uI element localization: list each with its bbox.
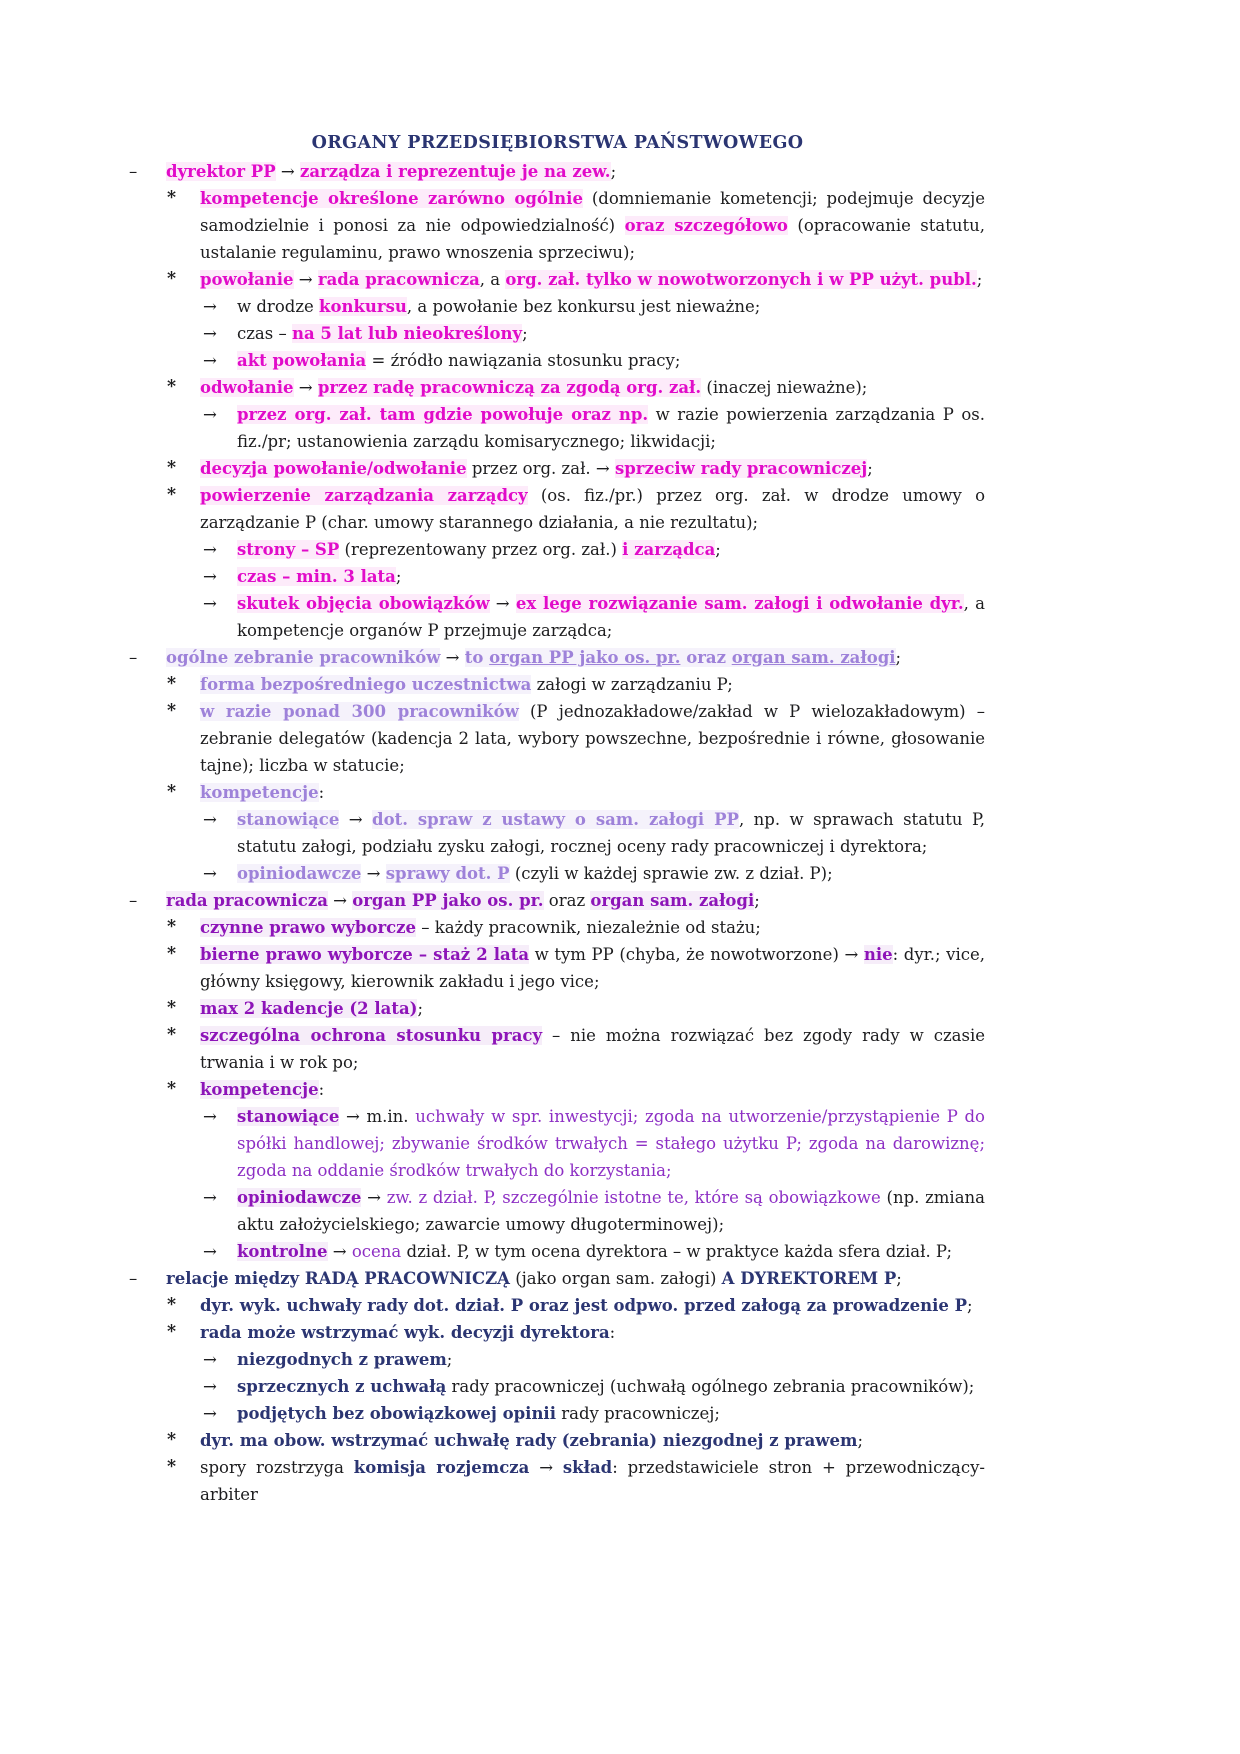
star-bullet-icon: *: [167, 1079, 177, 1099]
document-line: [167, 779, 985, 806]
text-run: przez org. zał. →: [466, 459, 615, 478]
text-run: ;: [446, 1350, 453, 1369]
text-run: rady pracowniczej;: [555, 1404, 720, 1423]
text-run: →: [293, 270, 318, 289]
text-run: stanowiące: [237, 810, 340, 829]
document-line: [167, 671, 985, 698]
text-run: sprzecznych z uchwałą: [237, 1377, 447, 1396]
text-run: strony – SP: [237, 540, 340, 559]
arrow-bullet-icon: →: [203, 405, 217, 424]
text-run: odwołanie: [200, 378, 294, 397]
document-line: [129, 887, 985, 914]
document-body: [0, 158, 1240, 1508]
text-run: ;: [967, 1296, 973, 1315]
text-run: ;: [715, 540, 721, 559]
document-line: [167, 941, 985, 995]
document-line: [167, 698, 985, 779]
text-run: w razie ponad 300 pracowników: [200, 702, 519, 721]
star-bullet-icon: *: [167, 701, 177, 721]
text-run: przez org. zał. tam gdzie powołuje oraz np.: [237, 405, 649, 424]
arrow-bullet-icon: →: [203, 1188, 217, 1207]
text-run: zw. z dział. P, szczególnie istotne te, które są obowiązkowe: [386, 1188, 881, 1207]
text-run: organ sam. załogi: [590, 891, 755, 910]
document-line: [203, 401, 985, 455]
text-run: : przedstawiciele stron + przewodniczący-arbiter: [200, 1458, 985, 1504]
text-run: →: [293, 378, 318, 397]
dash-bullet-icon: –: [129, 1269, 138, 1288]
document-line: [167, 914, 985, 941]
arrow-bullet-icon: →: [203, 1350, 217, 1369]
text-run: →: [361, 1188, 387, 1207]
text-run: :: [318, 1080, 325, 1099]
document-line: [129, 1265, 985, 1292]
page-title: ORGANY PRZEDSIĘBIORSTWA PAŃSTWOWEGO: [311, 133, 804, 153]
arrow-bullet-icon: →: [203, 297, 217, 316]
text-run: (reprezentowany przez org. zał.): [339, 540, 623, 559]
text-run: ocena: [351, 1242, 402, 1261]
text-run: czas –: [237, 324, 292, 343]
document-line: [167, 1022, 985, 1076]
star-bullet-icon: *: [167, 377, 177, 397]
text-run: skład: [562, 1458, 613, 1477]
arrow-bullet-icon: →: [203, 1377, 217, 1396]
text-run: forma bezpośredniego uczestnictwa: [200, 675, 532, 694]
text-run: = źródło nawiązania stosunku pracy;: [366, 351, 681, 370]
star-bullet-icon: *: [167, 269, 177, 289]
text-run: max 2 kadencje (2 lata): [200, 999, 418, 1018]
document-line: [203, 293, 985, 320]
text-run: : dyr.; vice, główny księgowy, kierownik zakładu i jego vice;: [200, 945, 985, 991]
document-line: [167, 455, 985, 482]
text-run: , a powołanie bez konkursu jest nieważne;: [406, 297, 761, 316]
text-run: ;: [754, 891, 760, 910]
text-run: opiniodawcze: [237, 1188, 362, 1207]
text-run: dyr. wyk. uchwały rady dot. dział. P oraz jest odpwo. przed załogą za prowadzenie P: [200, 1296, 968, 1315]
star-bullet-icon: *: [167, 998, 177, 1018]
document-line: [167, 1427, 985, 1454]
text-run: dyr. ma obow. wstrzymać uchwałę rady (zebrania) niezgodnej z prawem: [200, 1431, 858, 1450]
document-line: [203, 320, 985, 347]
text-run: sprawy dot. P: [385, 864, 510, 883]
text-run: bierne prawo wyborcze – staż 2 lata: [200, 945, 530, 964]
star-bullet-icon: *: [167, 1457, 177, 1477]
star-bullet-icon: *: [167, 674, 177, 694]
text-run: →: [529, 1458, 563, 1477]
text-run: →: [489, 594, 516, 613]
star-bullet-icon: *: [167, 485, 177, 505]
text-run: ;: [867, 459, 873, 478]
document-line: [203, 1400, 985, 1427]
arrow-bullet-icon: →: [203, 594, 217, 613]
document-line: [129, 158, 985, 185]
text-run: – każdy pracownik, niezależnie od stażu;: [416, 918, 761, 937]
arrow-bullet-icon: →: [203, 864, 217, 883]
text-run: opiniodawcze: [237, 864, 362, 883]
text-run: ;: [895, 648, 902, 667]
text-run: (opracowanie statutu, ustalanie regulaminu, prawo wnoszenia sprzeciwu);: [200, 216, 985, 262]
document-line: [203, 347, 985, 374]
text-run: ex lege rozwiązanie sam. załogi i odwołanie dyr.: [515, 594, 964, 613]
text-run: ;: [395, 567, 402, 586]
text-run: rada pracownicza: [166, 891, 328, 910]
text-run: to: [464, 648, 490, 667]
arrow-bullet-icon: →: [203, 1107, 217, 1126]
text-run: relacje między RADĄ PRACOWNICZĄ: [166, 1269, 510, 1288]
text-run: (domniemanie kometencji; podejmuje decyzje samodzielnie i ponosi za nie odpowiedzialność): [200, 189, 985, 235]
text-run: A DYREKTOREM P: [721, 1269, 897, 1288]
document-line: [167, 266, 985, 293]
document-line: [203, 1346, 985, 1373]
document-line: [167, 995, 985, 1022]
star-bullet-icon: *: [167, 917, 177, 937]
text-run: rada może wstrzymać wyk. decyzji dyrektora: [200, 1323, 610, 1342]
text-run: (inaczej nieważne);: [701, 378, 868, 397]
text-run: oraz: [543, 891, 591, 910]
text-run: rady pracowniczej (uchwałą ogólnego zebrania pracowników);: [446, 1377, 975, 1396]
text-run: , a kompetencje organów P przejmuje zarządca;: [237, 594, 985, 640]
text-run: ;: [896, 1269, 902, 1288]
document-line: [167, 1319, 985, 1346]
dash-bullet-icon: –: [129, 891, 138, 910]
document-line: [167, 1454, 985, 1508]
text-run: (czyli w każdej sprawie zw. z dział. P);: [509, 864, 833, 883]
text-run: powołanie: [200, 270, 294, 289]
text-run: →: [327, 1242, 352, 1261]
text-run: spory rozstrzyga: [200, 1458, 354, 1477]
text-run: (np. zmiana aktu założycielskiego; zawarcie umowy długoterminowej);: [237, 1188, 985, 1234]
text-run: →: [327, 891, 353, 910]
document-line: [203, 806, 985, 860]
text-run: sprzeciw rady pracowniczej: [614, 459, 868, 478]
text-run: , np. w sprawach statutu P, statutu załogi, podziału zysku załogi, rocznej oceny rady pracowniczej i dyrektora;: [237, 810, 985, 856]
text-run: rada pracownicza: [317, 270, 480, 289]
text-run: stanowiące: [237, 1107, 340, 1126]
text-run: kompetencje: [200, 1080, 319, 1099]
text-run: →: [275, 162, 300, 181]
text-run: org. zał. tylko w nowotworzonych i w PP użyt. publ.: [505, 270, 977, 289]
text-run: akt powołania: [237, 351, 367, 370]
arrow-bullet-icon: →: [203, 540, 217, 559]
arrow-bullet-icon: →: [203, 810, 217, 829]
arrow-bullet-icon: →: [203, 1404, 217, 1423]
text-run: na 5 lat lub nieokreślony: [291, 324, 523, 343]
text-run: komisja rozjemcza: [353, 1458, 530, 1477]
document-line: [203, 563, 985, 590]
arrow-bullet-icon: →: [203, 567, 217, 586]
text-run: nie: [863, 945, 893, 964]
text-run: dot. spraw z ustawy o sam. załogi PP: [372, 810, 739, 829]
dash-bullet-icon: –: [129, 648, 138, 667]
star-bullet-icon: *: [167, 782, 177, 802]
document-line: [203, 590, 985, 644]
text-run: oraz: [680, 648, 732, 667]
text-run: kompetencje: [200, 783, 319, 802]
text-run: ;: [610, 162, 617, 181]
text-run: oraz szczegółowo: [624, 216, 788, 235]
star-bullet-icon: *: [167, 1430, 177, 1450]
text-run: ogólne zebranie pracowników: [166, 648, 441, 667]
text-run: decyzja powołanie/odwołanie: [200, 459, 467, 478]
document-line: [203, 1103, 985, 1184]
text-run: w razie powierzenia zarządzania P os. fiz./pr; ustanowienia zarządu komisarycznego; likwidacji;: [237, 405, 985, 451]
star-bullet-icon: *: [167, 1025, 177, 1045]
text-run: :: [318, 783, 325, 802]
text-run: :: [609, 1323, 616, 1342]
star-bullet-icon: *: [167, 188, 177, 208]
text-run: organ sam. załogi: [731, 648, 896, 667]
text-run: →: [440, 648, 465, 667]
document-line: [203, 1373, 985, 1400]
text-run: zarządza i reprezentuje je na zew.: [299, 162, 611, 181]
document-line: [203, 536, 985, 563]
text-run: szczególna ochrona stosunku pracy: [200, 1026, 543, 1045]
document-line: [167, 1076, 985, 1103]
text-run: ;: [857, 1431, 864, 1450]
text-run: organ PP jako os. pr.: [352, 891, 544, 910]
text-run: powierzenie zarządzania zarządcy: [200, 486, 528, 505]
arrow-bullet-icon: →: [203, 324, 217, 343]
document-line: [167, 1292, 985, 1319]
text-run: , a: [479, 270, 506, 289]
text-run: ;: [417, 999, 424, 1018]
text-run: (P jednozakładowe/zakład w P wielozakładowym) – zebranie delegatów (kadencja 2 lata, wybory powszechne, bezpośrednie i równe, głosowanie tajne); liczba w statucie;: [200, 702, 985, 775]
document-line: [167, 374, 985, 401]
text-run: organ PP jako os. pr.: [489, 648, 681, 667]
text-run: podjętych bez obowiązkowej opinii: [237, 1404, 556, 1423]
text-run: dyrektor PP: [166, 162, 276, 181]
text-run: → m.in.: [339, 1107, 416, 1126]
text-run: uchwały w spr. inwestycji; zgoda na utworzenie/przystąpienie P do spółki handlowej; zbywanie środków trwałych = stałego użytku P; zgoda na darowiznę; zgoda na oddanie środków trwałych do korzystania;: [237, 1107, 985, 1180]
document-line: [167, 482, 985, 536]
text-run: w drodze: [237, 297, 320, 316]
text-run: czas – min. 3 lata: [237, 567, 396, 586]
text-run: dział. P, w tym ocena dyrektora – w praktyce każda sfera dział. P;: [401, 1242, 953, 1261]
text-run: – nie można rozwiązać bez zgody rady w czasie trwania i w rok po;: [200, 1026, 985, 1072]
star-bullet-icon: *: [167, 1322, 177, 1342]
text-run: niezgodnych z prawem: [237, 1350, 447, 1369]
text-run: przez radę pracowniczą za zgodą org. zał.: [317, 378, 702, 397]
document-line: [203, 1238, 985, 1265]
document-line: [203, 1184, 985, 1238]
text-run: ;: [522, 324, 528, 343]
star-bullet-icon: *: [167, 1295, 177, 1315]
document-line: [203, 860, 985, 887]
text-run: kompetencje określone zarówno ogólnie: [200, 189, 583, 208]
text-run: załogi w zarządzaniu P;: [531, 675, 733, 694]
document-line: [129, 644, 985, 671]
text-run: →: [339, 810, 373, 829]
text-run: i zarządca: [622, 540, 716, 559]
arrow-bullet-icon: →: [203, 351, 217, 370]
text-run: ;: [976, 270, 983, 289]
document-line: [167, 185, 985, 266]
text-run: czynne prawo wyborcze: [200, 918, 417, 937]
arrow-bullet-icon: →: [203, 1242, 217, 1261]
text-run: konkursu: [319, 297, 407, 316]
text-run: w tym PP (chyba, że nowotworzone) →: [529, 945, 864, 964]
text-run: skutek objęcia obowiązków: [237, 594, 490, 613]
text-run: (jako organ sam. załogi): [509, 1269, 722, 1288]
text-run: kontrolne: [237, 1242, 328, 1261]
star-bullet-icon: *: [167, 944, 177, 964]
dash-bullet-icon: –: [129, 162, 138, 181]
text-run: →: [361, 864, 386, 883]
text-run: (os. fiz./pr.) przez org. zał. w drodze umowy o zarządzanie P (char. umowy starannego działania, a nie rezultatu);: [200, 486, 985, 532]
star-bullet-icon: *: [167, 458, 177, 478]
